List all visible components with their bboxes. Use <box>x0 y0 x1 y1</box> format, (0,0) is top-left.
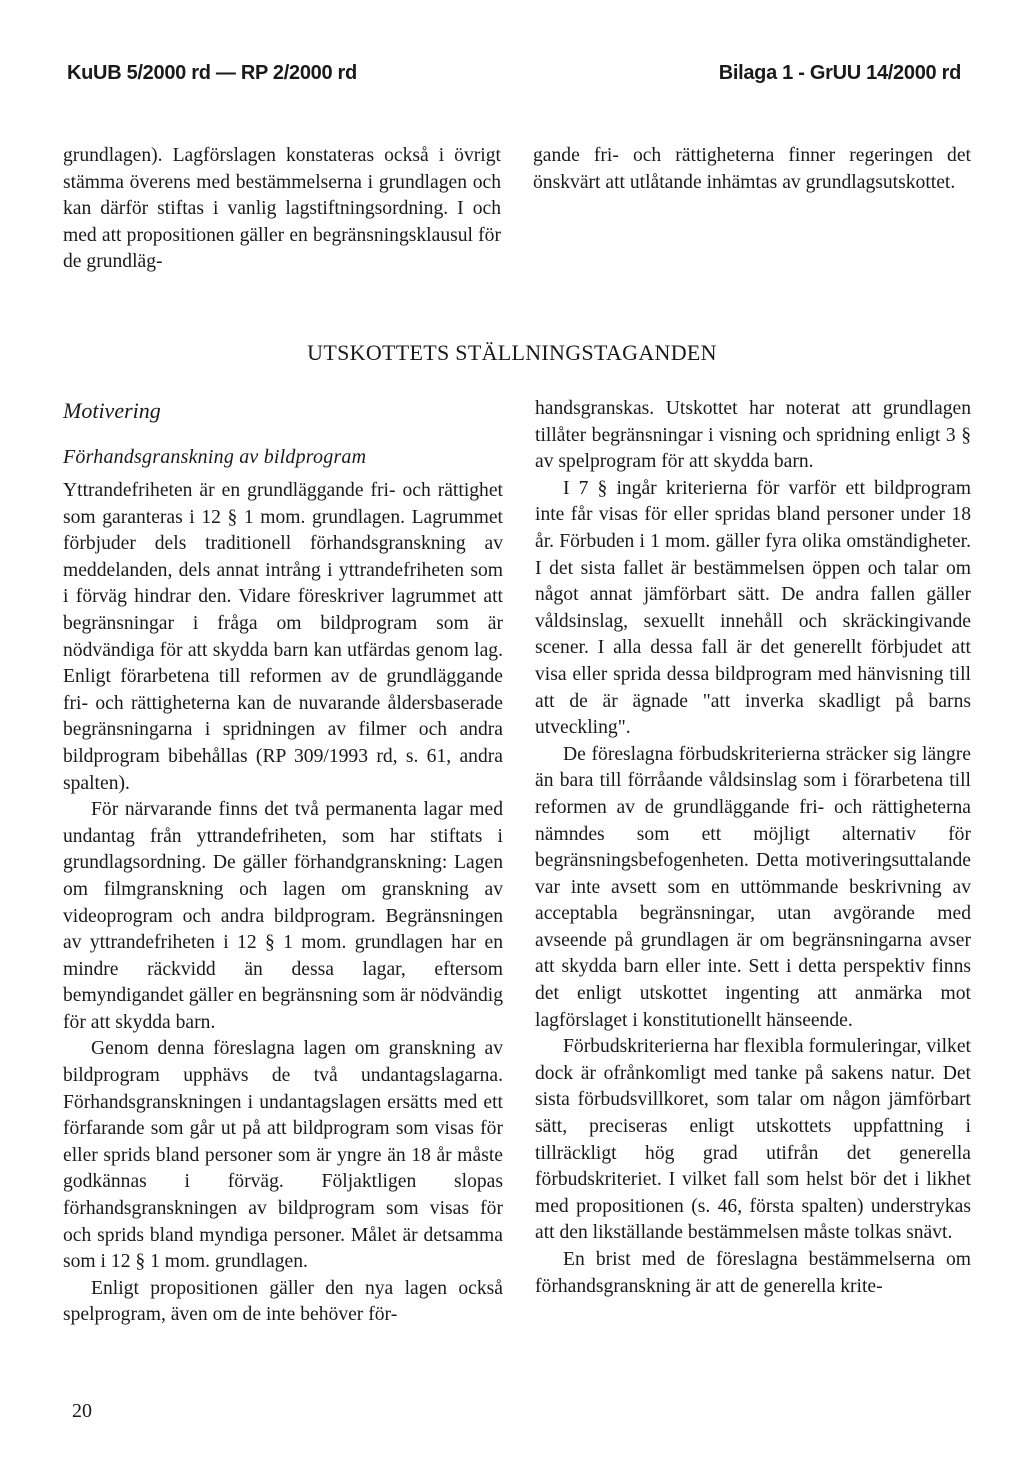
paragraph: Yttrandefriheten är en grundläggande fri- och rättighet som garanteras i 12 § 1 mom. grundlagen. Lagrummet förbjuder dels traditionell förhandsgranskning av meddelanden, dels annat intrång i yttrandefriheten som i förväg hindrar den. Vidare föreskriver lagrummet att begränsningar i fråga om bildprogram som är nödvändiga för att skydda barn kan utfärdas genom lag. Enligt förarbetena till reformen av de grundläggande fri- och rättigheterna kan de nuvarande åldersbaserade begränsningarna i spridningen av filmer och andra bildprogram bibehållas (RP 309/1993 rd, s. 61, andra spalten). <box>63 480 503 794</box>
paragraph: Genom denna föreslagna lagen om granskning av bildprogram upphävs de två undantagslagarna. Förhandsgranskningen i undantagslagen ersätts med ett förfarande som går ut på att bildprogram som visas för eller sprids bland personer som är yngre än 18 år måste godkännas i förväg. Följaktligen slopas förhandsgranskningen av bildprogram som visas för och sprids bland myndiga personer. Målet är detsamma som i 12 § 1 mom. grundlagen. <box>63 1038 503 1273</box>
paragraph: Förbudskriterierna har flexibla formuleringar, vilket dock är ofrånkomligt med tanke på sakens natur. Det sista förbudsvillkoret, som talar om någon jämförbart sätt, preciseras enligt utskottets uppfattning i tillräckligt hög grad utifrån det generella förbudskriteriet. I vilket fall som helst bör det i likhet med propositionen (s. 46, första spalten) understrykas att den likställande bestämmelsen måste tolkas snävt. <box>535 1036 971 1244</box>
intro-right-column <box>533 143 971 196</box>
intro-left-column <box>63 143 501 276</box>
main-right-column <box>535 396 971 1300</box>
paragraph: Enligt propositionen gäller den nya lagen också spelprogram, även om de inte behöver för- <box>63 1277 503 1326</box>
paragraph: handsgranskas. Utskottet har noterat att grundlagen tillåter begränsningar i visning och spridning enligt 3 § av spelprogram för att skydda barn. <box>535 398 971 473</box>
paragraph: För närvarande finns det två permanenta lagar med undantag från yttrandefriheten, som har stiftats i grundlagsordning. De gäller förhandgranskning: Lagen om filmgranskning och lagen om granskning av videoprogram och andra bildprogram. Begränsningen av yttrandefriheten i 12 § 1 mom. grundlagen har en mindre räckvidd än dessa lagar, eftersom bemyndigandet gäller en begränsning som är nödvändig för att skydda barn. <box>63 799 503 1033</box>
intro-right-paragraph: gande fri- och rättigheterna finner regeringen det önskvärt att utlåtande inhämtas av grundlagsutskottet. <box>533 145 971 193</box>
paragraph: De föreslagna förbudskriterierna sträcker sig längre än bara till förråande våldsinslag som i förarbetena till reformen av de grundläggande fri- och rättigheterna nämndes som ett möjligt alternativ för begränsningsbefogenheten. Detta motiveringsuttalande var inte avsett som en uttömmande beskrivning av acceptabla begränsningar, utan avgörande med avseende på grundlagen är om begränsningarna avser att skydda barn eller inte. Sett i detta perspektiv finns det enligt utskottet ingenting att anmärka mot lagförslaget i konstitutionellt hänseende. <box>535 743 971 1031</box>
subheading: Förhandsgranskning av bildprogram <box>63 446 367 468</box>
intro-left-paragraph: grundlagen). Lagförslagen konstateras också i övrigt stämma överens med bestämmelserna i grundlagen och kan därför stiftas i vanlig lagstiftningsordning. I och med att propositionen gäller en begränsningsklausul för de grundläg- <box>63 145 501 273</box>
motivering-heading: Motivering <box>63 398 161 423</box>
running-header-left: KuUB 5/2000 rd — RP 2/2000 rd <box>67 62 357 84</box>
section-title: UTSKOTTETS STÄLLNINGSTAGANDEN <box>307 340 717 365</box>
main-left-column <box>63 478 503 1329</box>
paragraph: I 7 § ingår kriterierna för varför ett bildprogram inte får visas för eller spridas bland personer under 18 år. Förbuden i 1 mom. gäller fyra olika omständigheter. I det sista fallet är bestämmelsen öppen och talar om något annat jämförbart sätt. De andra fallen gäller våldsinslag, sexuellt innehåll och skräckingivande scener. I alla dessa fall är det generellt förbjudet att visa eller sprida dessa bildprogram med hänvisning till att de är ägnade "att inverka skadligt på barns utveckling". <box>535 477 971 739</box>
paragraph: En brist med de föreslagna bestämmelserna om förhandsgranskning är att de generella krite- <box>535 1249 971 1297</box>
page-number: 20 <box>72 1400 92 1422</box>
running-header-right: Bilaga 1 - GrUU 14/2000 rd <box>718 62 961 84</box>
